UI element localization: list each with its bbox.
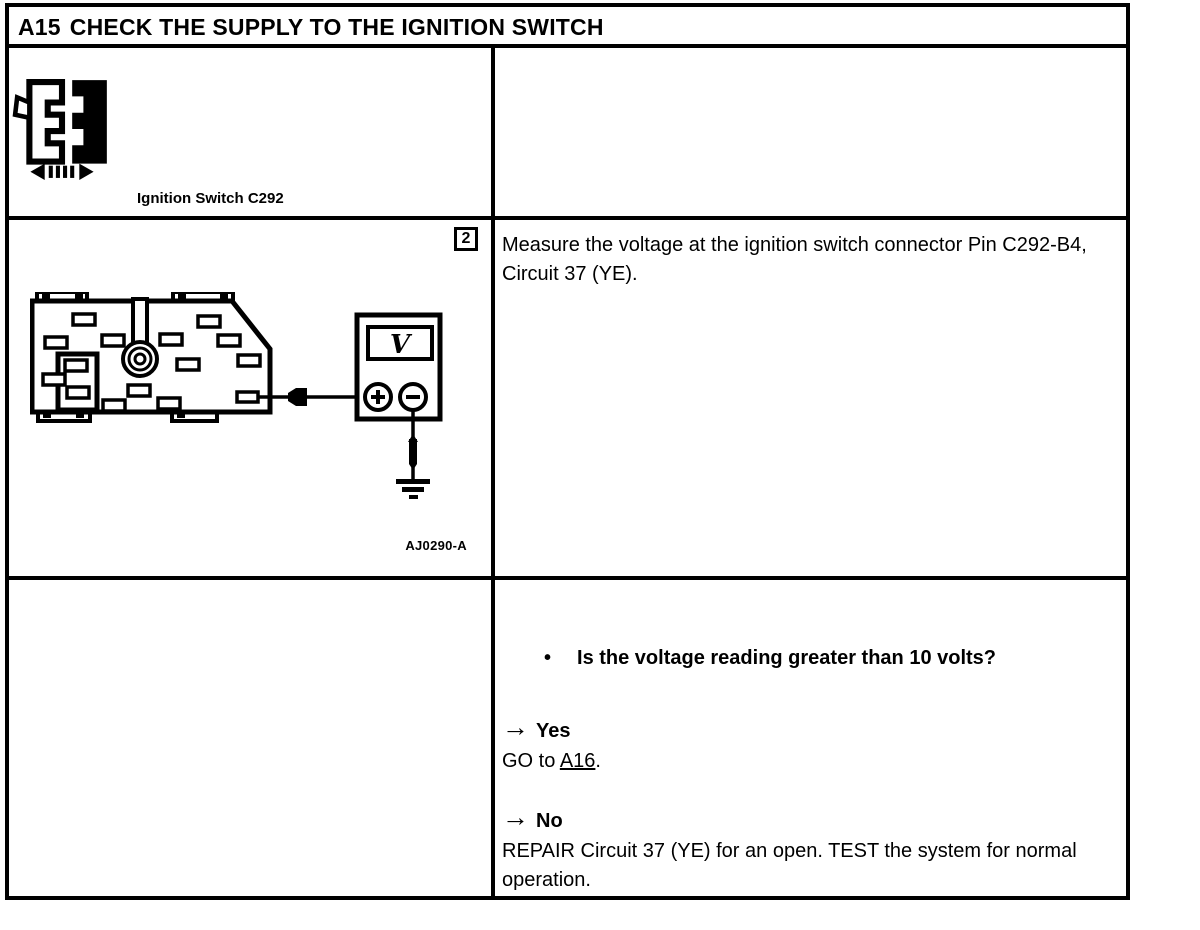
yes-action-suffix: . [595, 750, 601, 772]
component-row-empty-cell [495, 48, 1126, 216]
test-step-id: A15 [18, 14, 61, 40]
pinpoint-test-table [5, 3, 1130, 900]
ground-symbol-icon [396, 410, 430, 499]
connector-face-diagram [30, 292, 476, 504]
yes-arrow-icon: → [502, 712, 529, 742]
component-label: Ignition Switch C292 [137, 190, 284, 207]
measurement-row [9, 220, 1126, 580]
results-cell [495, 580, 1126, 896]
connector-disconnect-icon [11, 76, 113, 182]
test-header [9, 7, 1126, 48]
no-arrow-icon: → [502, 802, 529, 832]
instruction-cell [495, 220, 1126, 576]
no-label: No [536, 810, 563, 832]
component-cell [9, 48, 495, 216]
results-question-row [502, 644, 1114, 673]
results-row [9, 580, 1126, 896]
no-action: REPAIR Circuit 37 (YE) for an open. TEST the system for normal operation. [502, 840, 1077, 891]
component-row [9, 48, 1126, 220]
step-number-badge: 2 [454, 227, 478, 251]
no-branch [502, 802, 1114, 895]
results-empty-cell [9, 580, 495, 896]
a16-link[interactable]: A16 [559, 750, 596, 772]
yes-action-prefix: GO to [502, 750, 560, 772]
diagram-cell [9, 220, 495, 576]
test-instruction: Measure the voltage at the ignition switch connector Pin C292-B4, Circuit 37 (YE). [502, 234, 1087, 285]
bullet-icon: • [544, 647, 552, 669]
test-title: CHECK THE SUPPLY TO THE IGNITION SWITCH [69, 14, 604, 40]
voltmeter-icon [357, 315, 440, 419]
figure-code: AJ0290-A [405, 538, 467, 553]
voltmeter-display: V [389, 330, 411, 360]
connector-face [32, 292, 270, 421]
yes-action [502, 747, 1114, 776]
test-probe-icon [258, 388, 367, 406]
yes-label: Yes [536, 720, 571, 742]
yes-branch [502, 712, 1114, 776]
results-question: Is the voltage reading greater than 10 volts? [577, 647, 997, 669]
